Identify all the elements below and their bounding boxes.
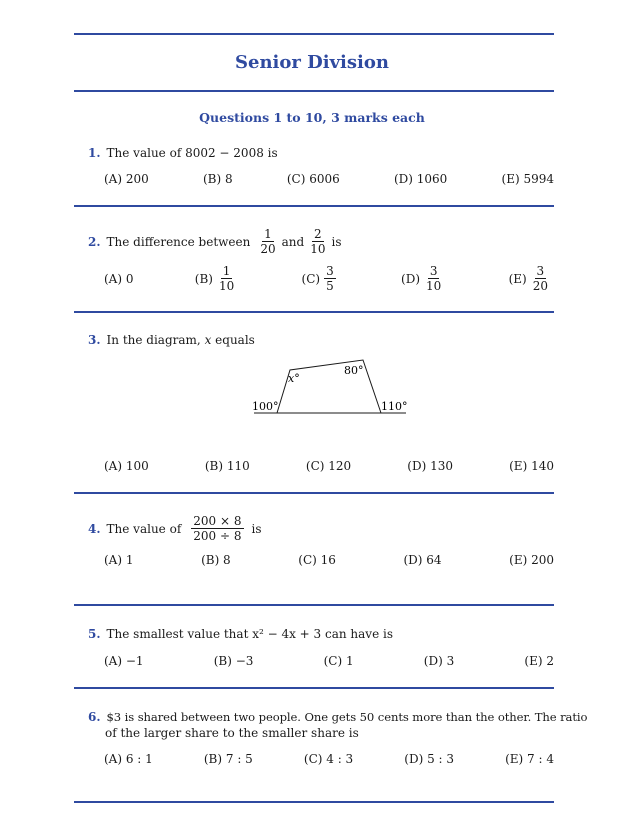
numerator: 200 × 8 bbox=[193, 514, 242, 528]
option-d[interactable]: (D) 1060 bbox=[393, 172, 448, 186]
option-b[interactable]: (B) 7 : 5 bbox=[203, 752, 253, 766]
question-number: 5. bbox=[88, 627, 101, 641]
option-a[interactable]: (A) 1 bbox=[104, 553, 134, 567]
numerator: 3 bbox=[326, 264, 334, 278]
numerator: 3 bbox=[429, 264, 438, 278]
angle-80-label: 80° bbox=[344, 364, 364, 377]
question-number: 1. bbox=[88, 146, 101, 160]
option-a[interactable]: (A) 100 bbox=[104, 459, 149, 473]
option-b[interactable]: (B) 8 bbox=[201, 553, 231, 567]
question-text: is bbox=[331, 234, 342, 249]
fraction bbox=[308, 227, 327, 256]
question-2-options bbox=[104, 264, 554, 293]
option-b[interactable]: (B) 110 bbox=[204, 459, 250, 473]
option-e[interactable]: (E) 140 bbox=[509, 459, 554, 473]
option-c[interactable] bbox=[302, 264, 340, 293]
question-text: The value of bbox=[106, 521, 182, 536]
option-e[interactable]: (E) 200 bbox=[509, 553, 554, 567]
question-5 bbox=[88, 626, 393, 642]
option-c[interactable]: (C) 6006 bbox=[286, 172, 340, 186]
option-label: (A) 0 bbox=[104, 271, 134, 286]
top-rule bbox=[74, 33, 554, 35]
fraction bbox=[324, 264, 336, 293]
option-d[interactable]: (D) 3 bbox=[423, 654, 455, 668]
option-d[interactable]: (D) 5 : 3 bbox=[404, 752, 455, 766]
question-number: 2. bbox=[88, 234, 101, 249]
question-number: 3. bbox=[88, 333, 101, 347]
option-c[interactable]: (C) 16 bbox=[298, 553, 336, 567]
bottom-rule bbox=[74, 801, 554, 803]
question-text-line-1: $3 is shared between two people. One gets 50 cents more than the other. The ratio bbox=[106, 710, 588, 724]
question-text: is bbox=[251, 521, 262, 536]
option-a[interactable]: (A) −1 bbox=[104, 654, 144, 668]
divider bbox=[74, 311, 554, 313]
question-4-options bbox=[104, 553, 554, 567]
denominator: 10 bbox=[310, 242, 326, 256]
question-1-options bbox=[104, 172, 554, 186]
option-e[interactable]: (E) 2 bbox=[524, 654, 554, 668]
fraction bbox=[217, 264, 236, 293]
option-e[interactable] bbox=[509, 264, 554, 293]
option-label: (D) bbox=[401, 271, 421, 286]
variable-x: x bbox=[204, 333, 212, 347]
question-6 bbox=[88, 709, 588, 741]
option-a[interactable] bbox=[104, 272, 133, 286]
divider bbox=[74, 687, 554, 689]
numerator: 3 bbox=[536, 264, 545, 278]
question-5-options bbox=[104, 654, 554, 668]
option-a[interactable]: (A) 6 : 1 bbox=[104, 752, 153, 766]
option-c[interactable]: (C) 4 : 3 bbox=[303, 752, 354, 766]
question-3 bbox=[88, 332, 255, 348]
question-text: The difference between bbox=[106, 234, 251, 249]
question-6-options bbox=[104, 752, 554, 766]
option-c[interactable]: (C) 1 bbox=[323, 654, 354, 668]
angle-110-label: 110° bbox=[381, 400, 408, 413]
divider bbox=[74, 604, 554, 606]
option-b[interactable] bbox=[195, 264, 240, 293]
page-title: Senior Division bbox=[235, 52, 389, 73]
question-3-options bbox=[104, 459, 554, 473]
numerator: 1 bbox=[222, 264, 231, 278]
question-number: 6. bbox=[88, 710, 101, 724]
option-c[interactable]: (C) 120 bbox=[305, 459, 352, 473]
denominator: 10 bbox=[218, 279, 235, 293]
option-e[interactable]: (E) 7 : 4 bbox=[505, 752, 554, 766]
angle-x-label: x° bbox=[288, 372, 300, 385]
denominator: 10 bbox=[426, 279, 442, 293]
quadrilateral-diagram bbox=[240, 352, 420, 424]
fraction bbox=[531, 264, 550, 293]
divider bbox=[74, 205, 554, 207]
angle-100-label: 100° bbox=[252, 400, 279, 413]
option-label: (E) bbox=[508, 271, 527, 286]
option-b[interactable]: (B) 8 bbox=[202, 172, 233, 186]
question-1 bbox=[88, 145, 278, 161]
option-d[interactable]: (D) 64 bbox=[403, 553, 442, 567]
quadrilateral-outline bbox=[277, 360, 381, 413]
question-text: In the diagram, bbox=[106, 333, 201, 347]
question-2 bbox=[88, 227, 341, 256]
denominator: 20 bbox=[260, 242, 276, 256]
numerator: 2 bbox=[314, 227, 322, 241]
option-e[interactable]: (E) 5994 bbox=[501, 172, 554, 186]
header-rule bbox=[74, 90, 554, 92]
section-subtitle: Questions 1 to 10, 3 marks each bbox=[199, 110, 425, 125]
question-text-line-2: of the larger share to the smaller share is bbox=[105, 726, 359, 740]
question-4 bbox=[88, 514, 262, 543]
question-number: 4. bbox=[88, 521, 101, 536]
divider bbox=[74, 492, 554, 494]
fraction bbox=[424, 264, 443, 293]
denominator: 5 bbox=[326, 279, 334, 293]
question-text: The smallest value that x² − 4x + 3 can have is bbox=[106, 627, 393, 641]
numerator: 1 bbox=[264, 227, 272, 241]
option-b[interactable]: (B) −3 bbox=[213, 654, 254, 668]
question-text: The value of 8002 − 2008 is bbox=[106, 146, 278, 160]
question-text: and bbox=[281, 234, 305, 249]
fraction bbox=[191, 514, 243, 543]
option-label: (B) bbox=[194, 271, 213, 286]
option-label: (C) bbox=[301, 271, 321, 286]
denominator: 20 bbox=[532, 279, 548, 293]
option-d[interactable]: (D) 130 bbox=[407, 459, 453, 473]
question-text: equals bbox=[215, 333, 255, 347]
denominator: 200 ÷ 8 bbox=[193, 529, 242, 543]
option-a[interactable]: (A) 200 bbox=[104, 172, 149, 186]
option-d[interactable] bbox=[401, 264, 447, 293]
fraction bbox=[258, 227, 277, 256]
